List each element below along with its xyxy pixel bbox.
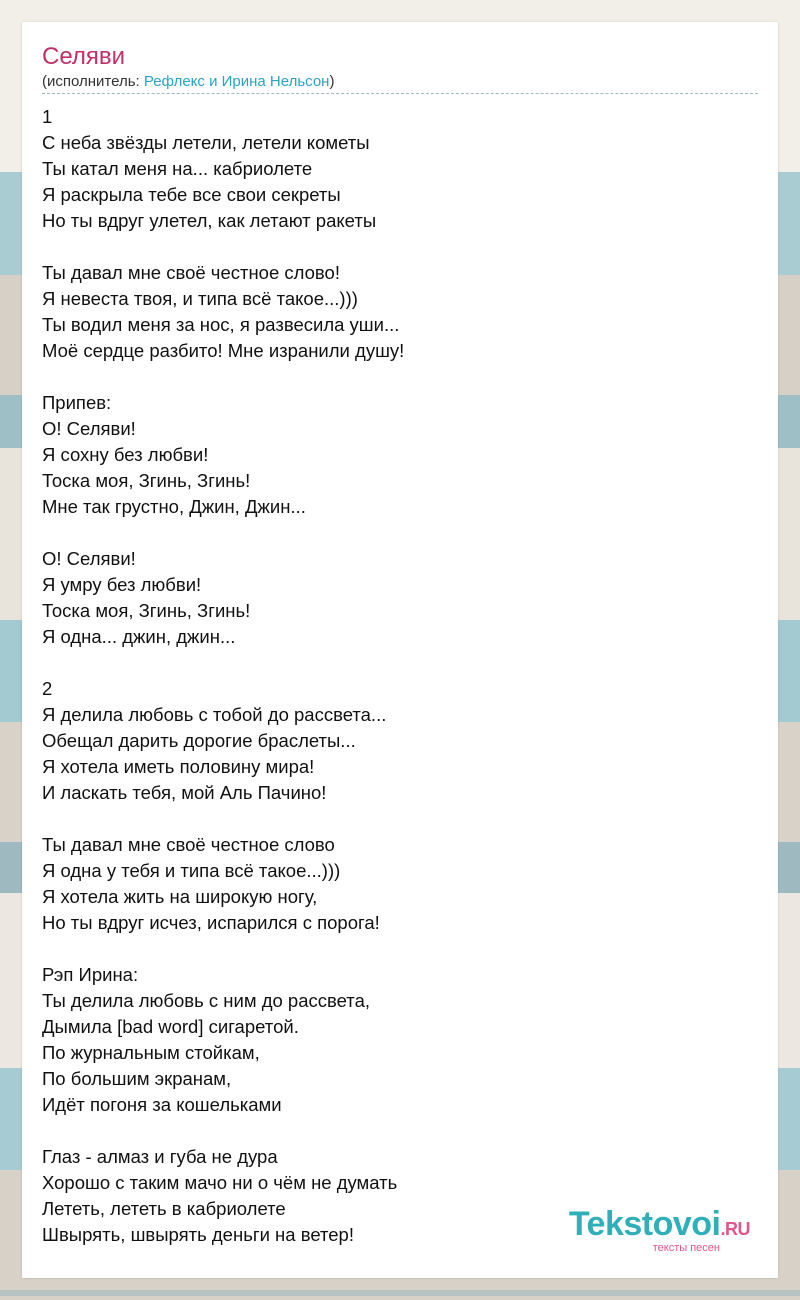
lyrics-line: 2 <box>42 678 53 699</box>
site-logo[interactable] <box>569 1207 750 1254</box>
lyrics-line: Идёт погоня за кошельками <box>42 1094 282 1115</box>
lyrics-line: Ты давал мне своё честное слово <box>42 834 335 855</box>
lyrics-line: Моё сердце разбито! Мне изранили душу! <box>42 340 405 361</box>
bottom-border <box>0 1290 800 1296</box>
performer-suffix: ) <box>329 73 335 90</box>
lyrics-text <box>42 104 742 1248</box>
lyrics-line: Припев: <box>42 392 112 413</box>
lyrics-line: Дымила [bad word] сигаретой. <box>42 1016 299 1037</box>
lyrics-line: Рэп Ирина: <box>42 964 139 985</box>
lyrics-line: Я делила любовь с тобой до рассвета... <box>42 704 387 725</box>
lyrics-line: 1 <box>42 106 53 127</box>
lyrics-line: Тоска моя, Згинь, Згинь! <box>42 600 251 621</box>
lyrics-line: Я умру без любви! <box>42 574 202 595</box>
lyrics-line: Обещал дарить дорогие браслеты... <box>42 730 356 751</box>
lyrics-line: О! Селяви! <box>42 548 136 569</box>
lyrics-card <box>22 22 778 1278</box>
song-title: Селяви <box>42 43 126 70</box>
lyrics-line: Лететь, лететь в кабриолете <box>42 1198 286 1219</box>
logo-tld: .RU <box>720 1219 750 1239</box>
lyrics-line: Швырять, швырять деньги на ветер! <box>42 1224 354 1245</box>
lyrics-line: Я хотела иметь половину мира! <box>42 756 315 777</box>
lyrics-line: Я хотела жить на широкую ногу, <box>42 886 318 907</box>
lyrics-line: Я одна... джин, джин... <box>42 626 236 647</box>
lyrics-blank-line <box>42 364 742 390</box>
lyrics-line: По большим экранам, <box>42 1068 232 1089</box>
logo-name: Tekstovoi <box>568 1205 721 1243</box>
lyrics-line: Хорошо с таким мачо ни о чём не думать <box>42 1172 398 1193</box>
lyrics-blank-line <box>42 650 742 676</box>
lyrics-line: Ты давал мне своё честное слово! <box>42 262 340 283</box>
lyrics-line: И ласкать тебя, мой Аль Пачино! <box>42 782 327 803</box>
lyrics-blank-line <box>42 520 742 546</box>
lyrics-line: О! Селяви! <box>42 418 136 439</box>
lyrics-line: Мне так грустно, Джин, Джин... <box>42 496 306 517</box>
lyrics-line: Я одна у тебя и типа всё такое...))) <box>42 860 341 881</box>
lyrics-line: Но ты вдруг исчез, испарился с порога! <box>42 912 380 933</box>
lyrics-line: Я невеста твоя, и типа всё такое...))) <box>42 288 358 309</box>
lyrics-line: По журнальным стойкам, <box>42 1042 260 1063</box>
performer-link[interactable]: Рефлекс и Ирина Нельсон <box>143 73 330 90</box>
lyrics-line: Но ты вдруг улетел, как летают ракеты <box>42 210 377 231</box>
lyrics-blank-line <box>42 1118 742 1144</box>
performer-line <box>42 73 334 90</box>
lyrics-line: Тоска моя, Згинь, Згинь! <box>42 470 251 491</box>
lyrics-line: Ты водил меня за нос, я развесила уши... <box>42 314 400 335</box>
lyrics-line: Ты катал меня на... кабриолете <box>42 158 313 179</box>
lyrics-line: С неба звёзды летели, летели кометы <box>42 132 370 153</box>
lyrics-line: Глаз - алмаз и губа не дура <box>42 1146 278 1167</box>
lyrics-line: Я раскрыла тебе все свои секреты <box>42 184 341 205</box>
logo-tagline: тексты песен <box>652 1242 720 1254</box>
lyrics-blank-line <box>42 234 742 260</box>
lyrics-line: Я сохну без любви! <box>42 444 209 465</box>
lyrics-blank-line <box>42 806 742 832</box>
title-divider <box>42 93 758 94</box>
lyrics-line: Ты делила любовь с ним до рассвета, <box>42 990 370 1011</box>
performer-prefix: (исполнитель: <box>42 73 144 90</box>
lyrics-blank-line <box>42 936 742 962</box>
